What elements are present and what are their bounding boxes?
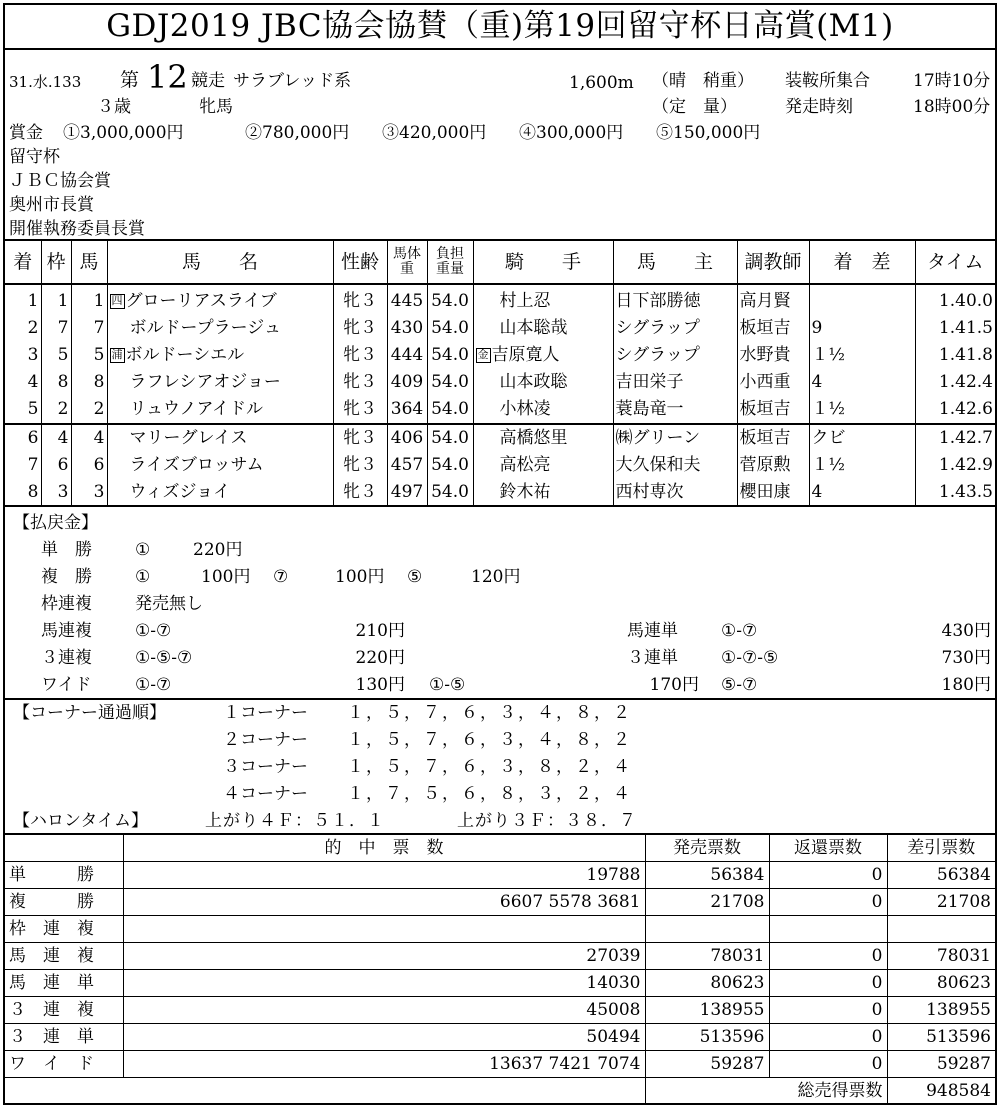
body-weight: 457 bbox=[387, 452, 427, 479]
title-divider bbox=[5, 48, 995, 50]
votes-header-refund: 返還票数 bbox=[769, 835, 887, 862]
body-weight: 430 bbox=[387, 315, 427, 342]
refund-votes: 0 bbox=[769, 1024, 887, 1051]
owner: 日下部勝徳 bbox=[613, 284, 737, 315]
body-weight: 497 bbox=[387, 479, 427, 506]
header-margin: 着 差 bbox=[809, 241, 915, 284]
place: 3 bbox=[27, 345, 39, 365]
prize-3rd: ③420,000円 bbox=[382, 123, 487, 143]
carried-weight: 54.0 bbox=[427, 284, 473, 315]
sold-votes: 21708 bbox=[645, 889, 769, 916]
horse-name: ボルドープラージュ bbox=[107, 315, 333, 342]
header-owner: 馬 主 bbox=[613, 241, 737, 284]
carried-weight: 54.0 bbox=[427, 479, 473, 506]
trainer: 板垣吉 bbox=[737, 396, 809, 424]
prize-2nd: ②780,000円 bbox=[245, 123, 350, 143]
furlong-last4f: 上がり４Ｆ：５１．１ bbox=[205, 811, 385, 831]
owner: 西村専次 bbox=[613, 479, 737, 506]
umaren-combo: ①-⑦ bbox=[135, 621, 172, 641]
place: 4 bbox=[27, 372, 39, 392]
horse-name-text: ボルドーシエル bbox=[125, 345, 245, 365]
wide-label: ワイド bbox=[41, 675, 92, 695]
furlong-last3f: 上がり３Ｆ：３８．７ bbox=[457, 811, 637, 831]
horse-no: 7 bbox=[71, 315, 107, 342]
body-weight: 444 bbox=[387, 342, 427, 369]
corner-label: ２コーナー bbox=[223, 730, 308, 750]
corner-order: １，５，７，６，３，８，２，４ bbox=[347, 757, 632, 777]
horse-name-text: グローリアスライブ bbox=[125, 291, 277, 311]
votes-total-label: 総売得票数 bbox=[645, 1078, 887, 1105]
vote-row bbox=[5, 943, 995, 970]
place: 8 bbox=[27, 482, 39, 502]
horse-no: 8 bbox=[71, 369, 107, 396]
refund-votes: 0 bbox=[769, 970, 887, 997]
carried-weight: 54.0 bbox=[427, 396, 473, 424]
result-row bbox=[5, 315, 995, 342]
margin: 9 bbox=[809, 315, 915, 342]
corner-order: １，５，７，６，３，４，８，２ bbox=[347, 703, 632, 723]
bet-type: 単 勝 bbox=[5, 862, 123, 889]
horse-no: 1 bbox=[71, 284, 107, 315]
corners-heading: 【コーナー通過順】 bbox=[13, 703, 166, 723]
bet-type: ワ イ ド bbox=[5, 1051, 123, 1078]
award-item: 留守杯 bbox=[9, 147, 60, 167]
votes-header-sold: 発売票数 bbox=[645, 835, 769, 862]
horse-no: 4 bbox=[71, 424, 107, 452]
wide-combo: ①-⑤ bbox=[429, 675, 466, 695]
jockey: 鈴木祐 bbox=[473, 479, 613, 506]
assembly-label: 装鞍所集合 bbox=[785, 71, 870, 91]
frame: 5 bbox=[41, 342, 71, 369]
bet-type: ３ 連 複 bbox=[5, 997, 123, 1024]
place: 6 bbox=[5, 424, 41, 452]
refund-votes: 0 bbox=[769, 1051, 887, 1078]
wide-combo: ①-⑦ bbox=[135, 675, 172, 695]
race-label-post: 競走 bbox=[191, 71, 225, 91]
body-weight: 406 bbox=[387, 424, 427, 452]
refund-votes: 0 bbox=[769, 862, 887, 889]
horse-origin-mark: 浦 bbox=[111, 348, 123, 361]
result-row bbox=[5, 369, 995, 396]
carried-weight: 54.0 bbox=[427, 315, 473, 342]
start-label: 発走時刻 bbox=[785, 97, 853, 117]
sold-votes: 138955 bbox=[645, 997, 769, 1024]
votes-total-value: 948584 bbox=[887, 1078, 995, 1105]
sex-age: 牝３ bbox=[333, 342, 387, 369]
frame: 1 bbox=[41, 284, 71, 315]
carried-weight: 54.0 bbox=[427, 342, 473, 369]
margin: 4 bbox=[809, 369, 915, 396]
umatan-combo: ①-⑦ bbox=[721, 621, 758, 641]
bet-type: 枠 連 複 bbox=[5, 916, 123, 943]
carried-weight: 54.0 bbox=[427, 452, 473, 479]
race-title: GDJ2019 JBC協会協賛（重)第19回留守杯日高賞(M1) bbox=[106, 8, 894, 44]
header-horse-name: 馬 名 bbox=[107, 241, 333, 284]
hit-votes bbox=[123, 916, 645, 943]
refund-votes: 0 bbox=[769, 997, 887, 1024]
owner: 蓑島竜一 bbox=[613, 396, 737, 424]
header-trainer: 調教師 bbox=[737, 241, 809, 284]
net-votes: 80623 bbox=[887, 970, 995, 997]
trainer: 櫻田康 bbox=[737, 479, 809, 506]
body-weight: 445 bbox=[387, 284, 427, 315]
horse-name: リュウノアイドル bbox=[107, 396, 333, 424]
bet-type: 複 勝 bbox=[5, 889, 123, 916]
horse-name bbox=[107, 342, 333, 369]
refund-votes: 0 bbox=[769, 889, 887, 916]
margin: １½ bbox=[809, 452, 915, 479]
corner-order: １，５，７，６，３，４，８，２ bbox=[347, 730, 632, 750]
refund-votes: 0 bbox=[769, 943, 887, 970]
hit-votes: 45008 bbox=[123, 997, 645, 1024]
horse-no: 5 bbox=[71, 342, 107, 369]
owner: 吉田栄子 bbox=[613, 369, 737, 396]
trio-label: ３連複 bbox=[41, 648, 92, 668]
jockey-guest-mark: 金 bbox=[477, 348, 489, 361]
sold-votes: 513596 bbox=[645, 1024, 769, 1051]
trainer: 水野貴 bbox=[737, 342, 809, 369]
vote-row bbox=[5, 916, 995, 943]
race-number: 12 bbox=[147, 58, 188, 96]
frame: 7 bbox=[41, 315, 71, 342]
horse-name bbox=[107, 284, 333, 315]
fukusho-combo: ① bbox=[135, 567, 151, 587]
vote-row bbox=[5, 889, 995, 916]
fukusho-amount: 100円 bbox=[201, 567, 251, 587]
jockey: 山本聡哉 bbox=[473, 315, 613, 342]
bet-type: 馬 連 単 bbox=[5, 970, 123, 997]
sex-age: 牝３ bbox=[333, 424, 387, 452]
trainer: 高月賢 bbox=[737, 284, 809, 315]
payout-heading: 【払戻金】 bbox=[13, 513, 98, 533]
trio-combo: ①-⑤-⑦ bbox=[135, 648, 193, 668]
hit-votes: 13637 7421 7074 bbox=[123, 1051, 645, 1078]
time: 1.41.8 bbox=[915, 342, 995, 369]
net-votes bbox=[887, 916, 995, 943]
horse-no: 2 bbox=[71, 396, 107, 424]
margin: １½ bbox=[809, 342, 915, 369]
jockey-name-text: 吉原寛人 bbox=[491, 345, 560, 365]
vote-row bbox=[5, 1024, 995, 1051]
net-votes: 21708 bbox=[887, 889, 995, 916]
sex-age: 牝３ bbox=[333, 452, 387, 479]
hit-votes: 14030 bbox=[123, 970, 645, 997]
race-label-pre: 第 bbox=[120, 69, 140, 91]
result-row bbox=[5, 424, 995, 452]
votes-header-hit: 的 中 票 数 bbox=[123, 835, 645, 862]
award-item: 奥州市長賞 bbox=[9, 195, 94, 215]
trifecta-label: ３連単 bbox=[627, 648, 678, 668]
umatan-amount: 430円 bbox=[941, 621, 991, 641]
vote-row bbox=[5, 862, 995, 889]
net-votes: 56384 bbox=[887, 862, 995, 889]
race-condition: （晴 稍重） bbox=[652, 71, 754, 91]
wakuren-value: 発売無し bbox=[135, 594, 203, 614]
assembly-time: 17時10分 bbox=[913, 71, 991, 91]
trainer: 板垣吉 bbox=[737, 424, 809, 452]
trifecta-combo: ①-⑦-⑤ bbox=[721, 648, 779, 668]
horse-no: 6 bbox=[71, 452, 107, 479]
trifecta-amount: 730円 bbox=[941, 648, 991, 668]
margin bbox=[809, 284, 915, 315]
trainer: 板垣吉 bbox=[737, 315, 809, 342]
refund-votes bbox=[769, 916, 887, 943]
jockey: 村上忍 bbox=[473, 284, 613, 315]
tansho-combo: ① bbox=[135, 540, 151, 560]
carried-weight: 54.0 bbox=[427, 424, 473, 452]
results-header-row bbox=[5, 241, 995, 284]
result-row bbox=[5, 396, 995, 424]
header-jockey: 騎 手 bbox=[473, 241, 613, 284]
owner: 大久保和夫 bbox=[613, 452, 737, 479]
race-date-code: 31.水.133 bbox=[9, 73, 82, 91]
sold-votes bbox=[645, 916, 769, 943]
corners-top-divider bbox=[5, 698, 995, 700]
jockey: 高松亮 bbox=[473, 452, 613, 479]
sold-votes: 78031 bbox=[645, 943, 769, 970]
frame: 8 bbox=[41, 369, 71, 396]
header-place: 着 bbox=[5, 241, 41, 284]
award-item: 開催執務委員長賞 bbox=[9, 219, 145, 239]
time: 1.43.5 bbox=[915, 479, 995, 506]
wide-amount: 130円 bbox=[355, 675, 405, 695]
race-result-sheet bbox=[3, 3, 997, 1105]
time: 1.42.7 bbox=[915, 424, 995, 452]
fukusho-amount: 120円 bbox=[471, 567, 521, 587]
race-distance: 1,600m bbox=[569, 73, 634, 93]
horse-name: ラフレシアオジョー bbox=[107, 369, 333, 396]
frame: 3 bbox=[41, 479, 71, 506]
race-breed: サラブレッド系 bbox=[233, 71, 352, 91]
votes-total-row bbox=[5, 1078, 995, 1105]
sold-votes: 59287 bbox=[645, 1051, 769, 1078]
sex-age: 牝３ bbox=[333, 479, 387, 506]
sex-age: 牝３ bbox=[333, 315, 387, 342]
net-votes: 138955 bbox=[887, 997, 995, 1024]
fukusho-amount: 100円 bbox=[335, 567, 385, 587]
net-votes: 513596 bbox=[887, 1024, 995, 1051]
votes-table bbox=[5, 835, 995, 1104]
vote-row bbox=[5, 997, 995, 1024]
furlong-heading: 【ハロンタイム】 bbox=[13, 811, 148, 831]
owner: シグラップ bbox=[613, 315, 737, 342]
result-row bbox=[5, 452, 995, 479]
prize-5th: ⑤150,000円 bbox=[656, 123, 761, 143]
net-votes: 59287 bbox=[887, 1051, 995, 1078]
time: 1.41.5 bbox=[915, 315, 995, 342]
bet-type: 馬 連 複 bbox=[5, 943, 123, 970]
horse-name: マリーグレイス bbox=[107, 424, 333, 452]
votes-header-net: 差引票数 bbox=[887, 835, 995, 862]
result-row bbox=[5, 342, 995, 369]
sold-votes: 56384 bbox=[645, 862, 769, 889]
header-horse-no: 馬 bbox=[71, 241, 107, 284]
race-sex: 牝馬 bbox=[199, 97, 233, 117]
award-item: ＪＢＣ協会賞 bbox=[9, 171, 111, 191]
tansho-amount: 220円 bbox=[193, 540, 243, 560]
tansho-label: 単 勝 bbox=[41, 540, 92, 560]
owner: シグラップ bbox=[613, 342, 737, 369]
frame: 6 bbox=[41, 452, 71, 479]
sex-age: 牝３ bbox=[333, 284, 387, 315]
vote-row bbox=[5, 1051, 995, 1078]
header-carried-weight: 負担重量 bbox=[427, 241, 473, 284]
sex-age: 牝３ bbox=[333, 369, 387, 396]
header-sex-age: 性齢 bbox=[333, 241, 387, 284]
place: 1 bbox=[27, 291, 39, 311]
jockey: 高橋悠里 bbox=[473, 424, 613, 452]
corner-label: ４コーナー bbox=[223, 784, 308, 804]
sex-age: 牝３ bbox=[333, 396, 387, 424]
jockey bbox=[473, 342, 613, 369]
umatan-label: 馬連単 bbox=[627, 621, 678, 641]
time: 1.42.6 bbox=[915, 396, 995, 424]
header-body-weight: 馬体重 bbox=[387, 241, 427, 284]
place: 7 bbox=[27, 455, 39, 475]
frame: 2 bbox=[41, 396, 71, 424]
sold-votes: 80623 bbox=[645, 970, 769, 997]
wide-combo: ⑤-⑦ bbox=[721, 675, 758, 695]
horse-origin-mark: 四 bbox=[111, 294, 123, 307]
wakuren-label: 枠連複 bbox=[41, 594, 92, 614]
vote-row bbox=[5, 970, 995, 997]
header-time: タイム bbox=[915, 241, 995, 284]
wide-amount: 180円 bbox=[941, 675, 991, 695]
margin: 4 bbox=[809, 479, 915, 506]
hit-votes: 6607 5578 3681 bbox=[123, 889, 645, 916]
jockey: 小林凌 bbox=[473, 396, 613, 424]
payout-top-divider bbox=[5, 505, 995, 507]
result-row bbox=[5, 284, 995, 315]
result-row bbox=[5, 479, 995, 506]
race-weight-rule: （定 量） bbox=[652, 97, 737, 117]
start-time: 18時00分 bbox=[913, 97, 991, 117]
corner-label: ３コーナー bbox=[223, 757, 308, 777]
trainer: 菅原勲 bbox=[737, 452, 809, 479]
margin: １½ bbox=[809, 396, 915, 424]
owner: ㈱グリーン bbox=[613, 424, 737, 452]
time: 1.42.9 bbox=[915, 452, 995, 479]
header-frame: 枠 bbox=[41, 241, 71, 284]
race-age: ３歳 bbox=[97, 97, 131, 117]
bet-type: ３ 連 単 bbox=[5, 1024, 123, 1051]
results-table bbox=[5, 241, 995, 506]
jockey: 山本政聡 bbox=[473, 369, 613, 396]
votes-header-row bbox=[5, 835, 995, 862]
hit-votes: 50494 bbox=[123, 1024, 645, 1051]
prize-label: 賞金 bbox=[9, 123, 43, 143]
trainer: 小西重 bbox=[737, 369, 809, 396]
prize-4th: ④300,000円 bbox=[519, 123, 624, 143]
frame: 4 bbox=[41, 424, 71, 452]
body-weight: 409 bbox=[387, 369, 427, 396]
net-votes: 78031 bbox=[887, 943, 995, 970]
corner-label: １コーナー bbox=[223, 703, 308, 723]
umaren-label: 馬連複 bbox=[41, 621, 92, 641]
horse-name: ライズブロッサム bbox=[107, 452, 333, 479]
body-weight: 364 bbox=[387, 396, 427, 424]
fukusho-combo: ⑦ bbox=[273, 567, 289, 587]
umaren-amount: 210円 bbox=[355, 621, 405, 641]
hit-votes: 27039 bbox=[123, 943, 645, 970]
corner-order: １，７，５，６，８，３，２，４ bbox=[347, 784, 632, 804]
margin: クビ bbox=[809, 424, 915, 452]
fukusho-combo: ⑤ bbox=[407, 567, 423, 587]
carried-weight: 54.0 bbox=[427, 369, 473, 396]
trio-amount: 220円 bbox=[355, 648, 405, 668]
prize-1st: ①3,000,000円 bbox=[63, 123, 184, 143]
time: 1.42.4 bbox=[915, 369, 995, 396]
hit-votes: 19788 bbox=[123, 862, 645, 889]
time: 1.40.0 bbox=[915, 284, 995, 315]
horse-no: 3 bbox=[71, 479, 107, 506]
fukusho-label: 複 勝 bbox=[41, 567, 92, 587]
horse-name: ウィズジョイ bbox=[107, 479, 333, 506]
place: 2 bbox=[27, 318, 39, 338]
wide-amount: 170円 bbox=[649, 675, 699, 695]
place: 5 bbox=[27, 399, 39, 419]
